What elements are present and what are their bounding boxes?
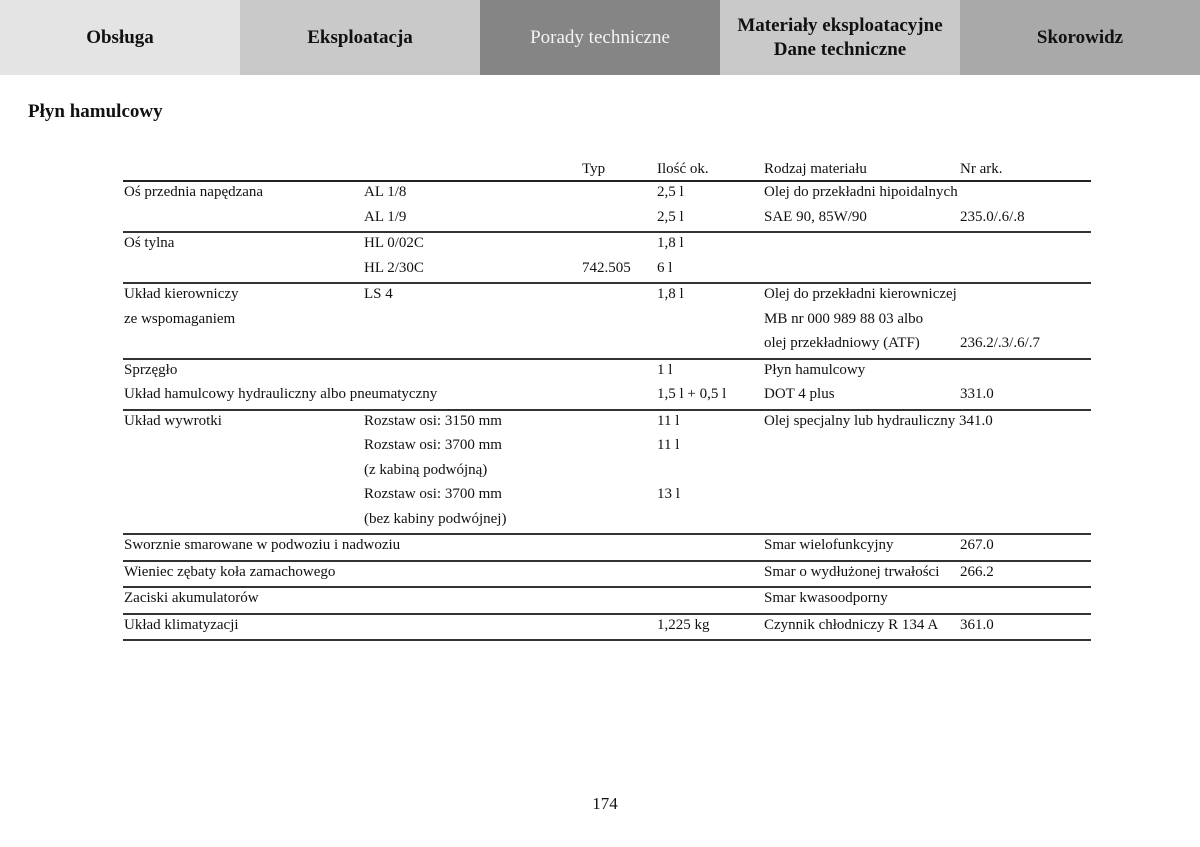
table-row [123, 509, 1091, 534]
cell-type-code: Rozstaw osi: 3150 mm [364, 412, 502, 429]
tab-label: Skorowidz [1036, 26, 1124, 48]
cell-quantity: 11 l [657, 437, 680, 453]
cell-material: Olej specjalny lub hydrauliczny 341.0 [764, 412, 993, 429]
table-row [123, 384, 1091, 409]
cell-type-code: (bez kabiny podwójnej) [364, 510, 507, 527]
cell-component: Wieniec zębaty koła zamachowego [124, 563, 336, 580]
cell-material: Olej do przekładni kierowniczej [764, 286, 957, 302]
table-row [123, 460, 1091, 485]
cell-quantity: 1,8 l [657, 235, 684, 251]
cell-type-code: AL 1/9 [364, 208, 407, 225]
table-row [123, 360, 1091, 385]
cell-sheet-number: 267.0 [960, 537, 994, 553]
table-group [123, 562, 1091, 589]
table-group [123, 588, 1091, 615]
tab-obsluga[interactable] [0, 0, 240, 75]
tab-porady-techniczne[interactable] [480, 0, 720, 75]
cell-type-code: LS 4 [364, 286, 393, 302]
table-row [123, 182, 1091, 207]
table-group [123, 182, 1091, 233]
page-number: 174 [592, 794, 618, 813]
table-row [123, 588, 1091, 613]
cell-type-code: Rozstaw osi: 3700 mm [364, 437, 502, 453]
cell-material: MB nr 000 989 88 03 albo [764, 310, 924, 327]
cell-quantity: 1,225 kg [657, 616, 710, 633]
cell-material: DOT 4 plus [764, 386, 835, 402]
table-group [123, 615, 1091, 642]
cell-component: ze wspomaganiem [124, 310, 236, 327]
cell-quantity: 6 l [657, 259, 673, 276]
table-row [123, 615, 1091, 640]
cell-quantity: 1 l [657, 361, 673, 378]
table-group [123, 535, 1091, 562]
cell-sheet-number: 235.0/.6/.8 [960, 208, 1025, 225]
table-row [123, 535, 1091, 560]
table-group [123, 284, 1091, 360]
table-row [123, 309, 1091, 334]
cell-quantity: 13 l [657, 486, 680, 502]
section-tabs [0, 0, 1200, 75]
cell-component: Układ hamulcowy hydrauliczny albo pneumatyczny [124, 386, 438, 402]
header-nr: Nr ark. [960, 161, 1003, 177]
cell-material: Smar kwasoodporny [764, 590, 888, 606]
tab-label-line2: Dane techniczne [773, 38, 907, 60]
cell-quantity: 11 l [657, 412, 680, 429]
tab-label: Materiały eksploatacyjne [737, 14, 943, 36]
cell-sheet-number: 236.2/.3/.6/.7 [960, 335, 1041, 351]
cell-component: Układ wywrotki [124, 412, 222, 429]
table-row [123, 411, 1091, 436]
cell-component: Sworznie smarowane w podwoziu i nadwoziu [124, 537, 401, 553]
header-rodzaj: Rodzaj materiału [764, 161, 867, 177]
cell-component: Sprzęgło [124, 361, 178, 378]
cell-material: olej przekładniowy (ATF) [764, 335, 920, 351]
table-group [123, 411, 1091, 536]
cell-component: Oś przednia napędzana [124, 184, 264, 200]
tab-skorowidz[interactable] [960, 0, 1200, 75]
cell-component: Zaciski akumulatorów [124, 590, 259, 606]
cell-quantity: 1,5 l + 0,5 l [657, 386, 727, 402]
table-row [123, 562, 1091, 587]
cell-material: Czynnik chłodniczy R 134 A [764, 616, 939, 633]
tab-label: Eksploatacja [307, 26, 413, 48]
cell-material: SAE 90, 85W/90 [764, 208, 867, 225]
cell-material: Smar wielofunkcyjny [764, 537, 894, 553]
cell-material: Smar o wydłużonej trwałości [764, 563, 940, 580]
table-row [123, 233, 1091, 258]
table-row [123, 435, 1091, 460]
tab-materialy-eksploatacyjne[interactable] [720, 0, 960, 75]
cell-material: Olej do przekładni hipoidalnych [764, 184, 958, 200]
table-row [123, 333, 1091, 358]
cell-component: Układ klimatyzacji [124, 616, 239, 633]
cell-component: Oś tylna [124, 235, 175, 251]
tab-label: Obsługa [86, 26, 154, 48]
fluids-table [123, 158, 1091, 641]
header-typ: Typ [582, 161, 606, 177]
cell-quantity: 1,8 l [657, 286, 684, 302]
header-ilosc: Ilość ok. [657, 161, 709, 177]
cell-sheet-number: 266.2 [960, 563, 994, 580]
cell-quantity: 2,5 l [657, 184, 684, 200]
cell-type-code: AL 1/8 [364, 184, 407, 200]
tab-label: Porady techniczne [530, 26, 670, 48]
cell-sheet-number: 361.0 [960, 616, 994, 633]
table-group [123, 233, 1091, 284]
table-row [123, 484, 1091, 509]
cell-quantity: 2,5 l [657, 208, 684, 225]
page-title: Płyn hamulcowy [28, 101, 163, 122]
tab-eksploatacja[interactable] [240, 0, 480, 75]
table-header [123, 158, 1091, 182]
cell-type-code: Rozstaw osi: 3700 mm [364, 486, 502, 502]
table-row [123, 207, 1091, 232]
table-row [123, 258, 1091, 283]
table-group [123, 360, 1091, 411]
cell-type-code: (z kabiną podwójną) [364, 461, 488, 478]
cell-component: Układ kierowniczy [124, 286, 239, 302]
table-row [123, 284, 1091, 309]
cell-material: Płyn hamulcowy [764, 361, 866, 378]
cell-type-code: HL 2/30C [364, 259, 424, 276]
cell-sheet-number: 331.0 [960, 386, 994, 402]
cell-typ: 742.505 [582, 259, 631, 276]
cell-type-code: HL 0/02C [364, 235, 424, 251]
